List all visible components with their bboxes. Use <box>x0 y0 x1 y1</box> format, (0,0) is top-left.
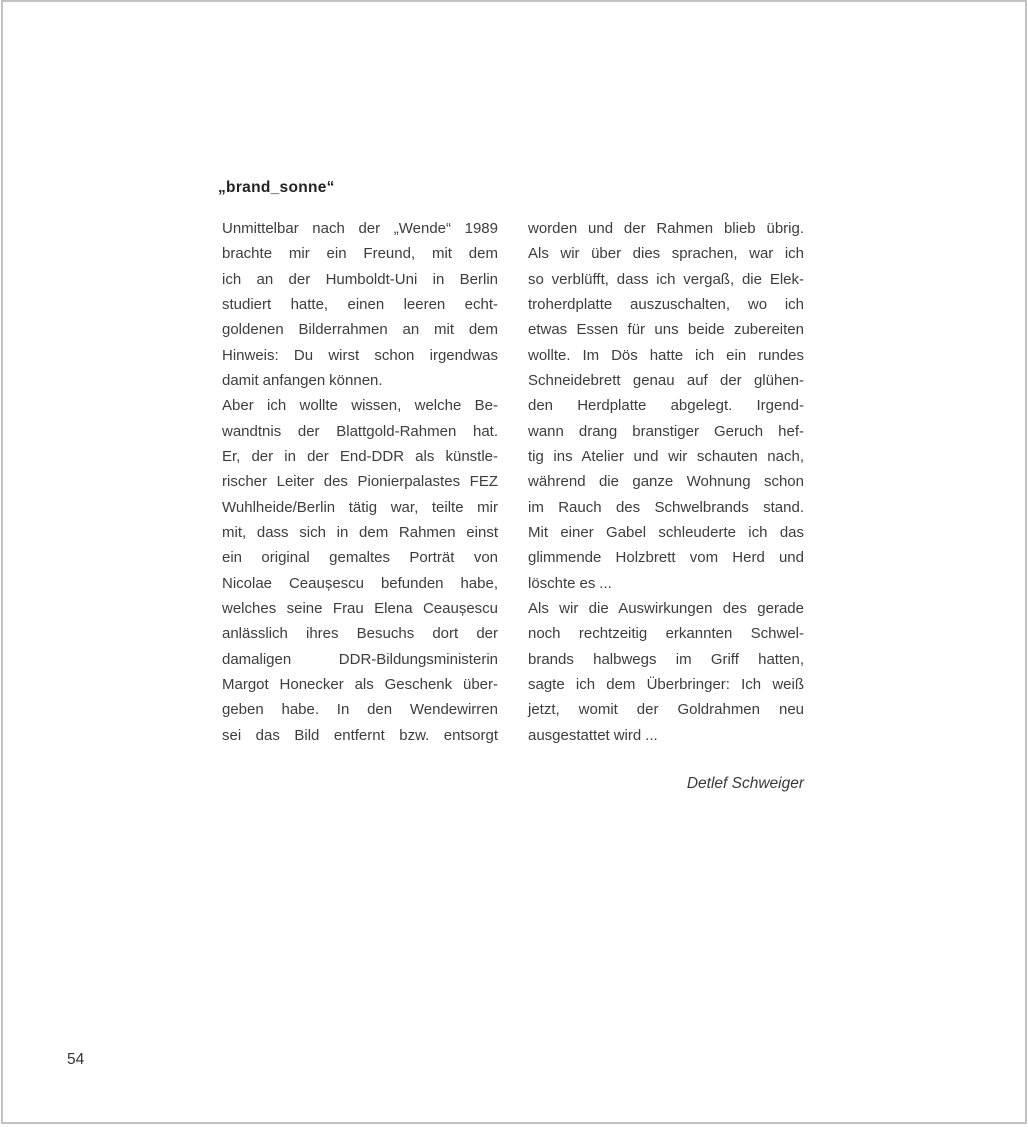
text-line: ich an der Humboldt-Uni in Berlin <box>222 270 498 288</box>
text-line: anlässlich ihres Besuchs dort der <box>222 625 498 643</box>
text-line: Schneidebrett genau auf der glühen- <box>528 371 804 389</box>
page-number: 54 <box>67 1051 85 1068</box>
text-line: Unmittelbar nach der „Wende“ 1989 <box>222 220 498 237</box>
text-line: noch rechtzeitig erkannten Schwel- <box>528 625 804 643</box>
text-column-right <box>528 216 804 748</box>
text-line: löschte es ... <box>528 574 612 592</box>
text-line: im Rauch des Schwelbrands stand. <box>528 498 804 516</box>
text-line: brands halbwegs im Griff hatten, <box>528 650 804 668</box>
text-line: mit, dass sich in dem Rahmen einst <box>222 523 498 541</box>
text-line: worden und der Rahmen blieb übrig. <box>528 220 804 237</box>
text-line: Margot Honecker als Geschenk über- <box>222 675 498 693</box>
text-line: damaligen DDR-Bildungsministerin <box>222 650 498 668</box>
article-text <box>222 216 804 748</box>
text-line: Wuhlheide/Berlin tätig war, teilte mir <box>222 498 498 516</box>
text-line: sagte ich dem Überbringer: Ich weiß <box>528 675 804 693</box>
text-line: wann drang branstiger Geruch hef- <box>528 422 804 440</box>
text-line: wollte. Im Dös hatte ich ein rundes <box>528 346 804 364</box>
text-line: Hinweis: Du wirst schon irgendwas <box>222 346 498 364</box>
text-line: sei das Bild entfernt bzw. entsorgt <box>222 726 498 744</box>
text-line: Als wir die Auswirkungen des gerade <box>528 599 804 617</box>
text-line: damit anfangen können. <box>222 371 383 389</box>
text-line: geben habe. In den Wendewirren <box>222 701 498 719</box>
text-line: studiert hatte, einen leeren echt- <box>222 295 498 313</box>
text-line: ausgestattet wird ... <box>528 726 658 744</box>
text-line: welches seine Frau Elena Ceaușescu <box>222 599 498 617</box>
text-line: Nicolae Ceaușescu befunden habe, <box>222 574 498 592</box>
text-line: während die ganze Wohnung schon <box>528 473 804 491</box>
text-line: ein original gemaltes Porträt von <box>222 549 498 567</box>
text-line: den Herdplatte abgelegt. Irgend- <box>528 397 804 415</box>
text-line: tig ins Atelier und wir schauten nach, <box>528 447 804 465</box>
text-line: glimmende Holzbrett vom Herd und <box>528 549 804 567</box>
text-line: wandtnis der Blattgold-Rahmen hat. <box>222 422 498 440</box>
text-line: brachte mir ein Freund, mit dem <box>222 245 498 263</box>
text-line: so verblüfft, dass ich vergaß, die Elek- <box>528 270 804 288</box>
text-line: goldenen Bilderrahmen an mit dem <box>222 321 498 339</box>
text-line: troherdplatte auszuschalten, wo ich <box>528 295 804 313</box>
text-column-left <box>222 216 498 748</box>
text-line: jetzt, womit der Goldrahmen neu <box>528 701 804 719</box>
author-signature: Detlef Schweiger <box>686 775 804 792</box>
text-line: rischer Leiter des Pionierpalastes FEZ <box>222 473 498 491</box>
page-title: „brand_sonne“ <box>218 179 335 197</box>
text-line: Er, der in der End-DDR als künstle- <box>222 447 498 465</box>
text-line: Aber ich wollte wissen, welche Be- <box>222 397 498 415</box>
text-line: Als wir über dies sprachen, war ich <box>528 245 804 263</box>
text-line: Mit einer Gabel schleuderte ich das <box>528 523 804 541</box>
text-line: etwas Essen für uns beide zubereiten <box>528 321 804 339</box>
